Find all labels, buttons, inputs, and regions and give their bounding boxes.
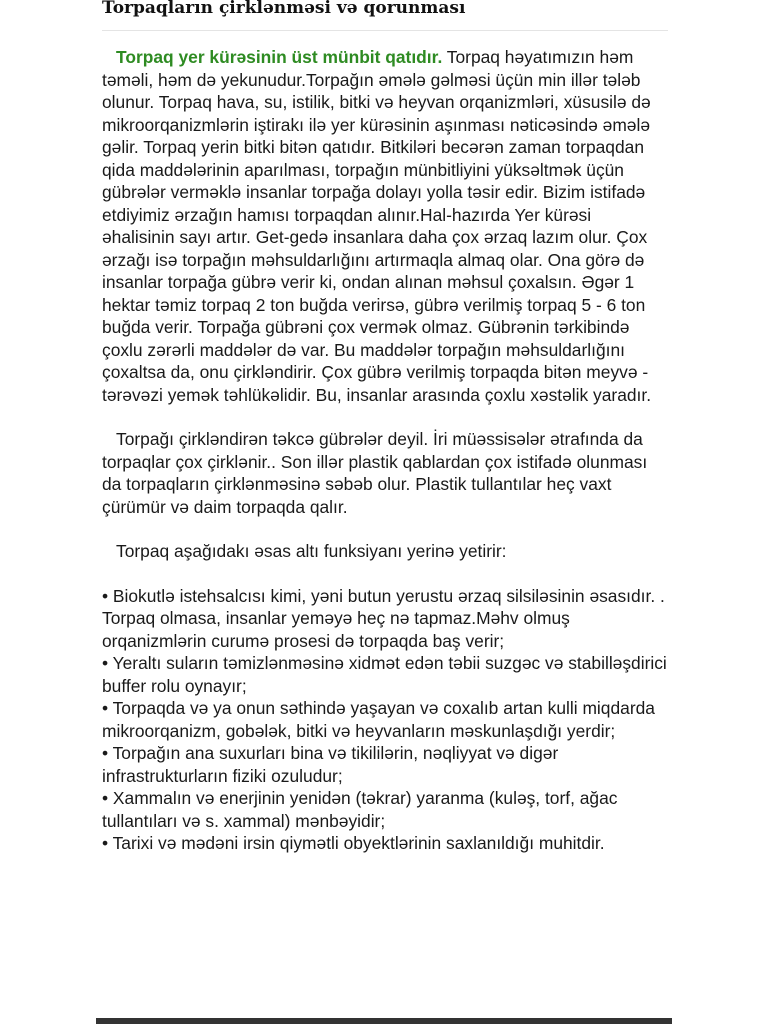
paragraph-1-lead: Torpaq yer kürəsinin üst münbit qatıdır. xyxy=(116,47,443,67)
paragraph-1-text: Torpaq həyatımızın həm təməli, həm də yekunudur.Torpağın əmələ gəlməsi üçün min illər tələb olunur. Torpaq hava, su, istilik, bitki və heyvan orqanizmləri, xüsusilə də mikroorqanizmlərin iştirakı ilə yer kürəsinin aşınması nəticəsində əmələ gəlir. Torpaq yerin bitki bitən qatıdır. Bitkiləri becərən zaman torpaqdan qida maddələrinin aparılması, torpağın münbitliyini yüksəltmək üçün gübrələr verməklə insanlar torpağa dolayı yolla təsir edir. Bizim istifadə etdiyimiz ərzağın hamısı torpaqdan alınır.Hal-hazırda Yer kürəsi əhalisinin sayı artır. Get-gedə insanlara daha çox ərzaq lazım olur. Çox ərzağı isə torpağın məhsuldarlığını artırmaqla almaq olar. Ona görə də insanlar torpağa gübrə verir ki, ondan alınan məhsul çoxalsın. Əgər 1 hektar təmiz torpaq 2 ton buğda verirsə, gübrə verilmiş torpaq 5 - 6 ton buğda verir. Torpağa gübrəni çox vermək olmaz. Gübrənin tərkibində çoxlu zərərli maddələr də var. Bu maddələr torpağın məhsuldarlığını çoxaltsa da, onu çirkləndirir. Çox gübrə verilmiş torpaqda bitən meyvə - tərəvəzi yemək təhlükəlidir. Bu, insanlar arasında çoxlu xəstəlik yaradır. xyxy=(102,47,652,405)
paragraph-2: Torpağı çirkləndirən təkcə gübrələr deyil. İri müəssisələr ətrafında da torpaqlar çox çirklənir.. Son illər plastik qablardan çox istifadə olunması da torpaqların çirklənməsinə səbəb olur. Plastik tullantılar heç vaxt çürümür və daim torpaqda qalır. xyxy=(102,429,648,517)
function-item-1: • Biokutlə istehsalcısı kimi, yəni butun yerustu ərzaq silsiləsinin əsasıdır. . Torpaq olmasa, insanlar yeməyə heç nə tapmaz.Məhv olmuş orqanizmlərin curumə prosesi də torpaqda baş verir; xyxy=(102,585,665,651)
paragraph-spacer xyxy=(102,406,668,428)
function-item-2: • Yeraltı suların təmizlənməsinə xidmət edən təbii suzgəc və stabilləşdirici buffer rolu oynayır; xyxy=(102,653,667,696)
function-item-3: • Torpaqda və ya onun səthində yaşayan və coxalıb artan kulli miqdarda mikroorqanizm, gobələk, bitki və heyvanların məskunlaşdığı yerdir; xyxy=(102,698,655,741)
function-item-4: • Torpağın ana suxurları bina və tikililərin, nəqliyyat və digər infrastrukturların fiziki ozuludur; xyxy=(102,743,559,786)
functions-intro: Torpaq aşağıdakı əsas altı funksiyanı yerinə yetirir: xyxy=(116,541,507,561)
document-page xyxy=(96,0,672,1024)
paragraph-1 xyxy=(102,46,668,406)
paragraph-spacer xyxy=(102,518,668,540)
title-divider xyxy=(102,30,668,31)
function-item-5: • Xammalın və enerjinin yenidən (təkrar) yaranma (kuləş, torf, ağac tullantıları və s. xammal) mənbəyidir; xyxy=(102,788,618,831)
function-item-6: • Tarixi və mədəni irsin qiymətli obyektlərinin saxlanıldığı muhitdir. xyxy=(102,833,605,853)
article-title: Torpaqların çirklənməsi və qorunması xyxy=(102,0,466,18)
paragraph-spacer xyxy=(102,563,668,585)
bottom-scroll-bar xyxy=(96,1018,672,1024)
article-body xyxy=(102,46,668,855)
